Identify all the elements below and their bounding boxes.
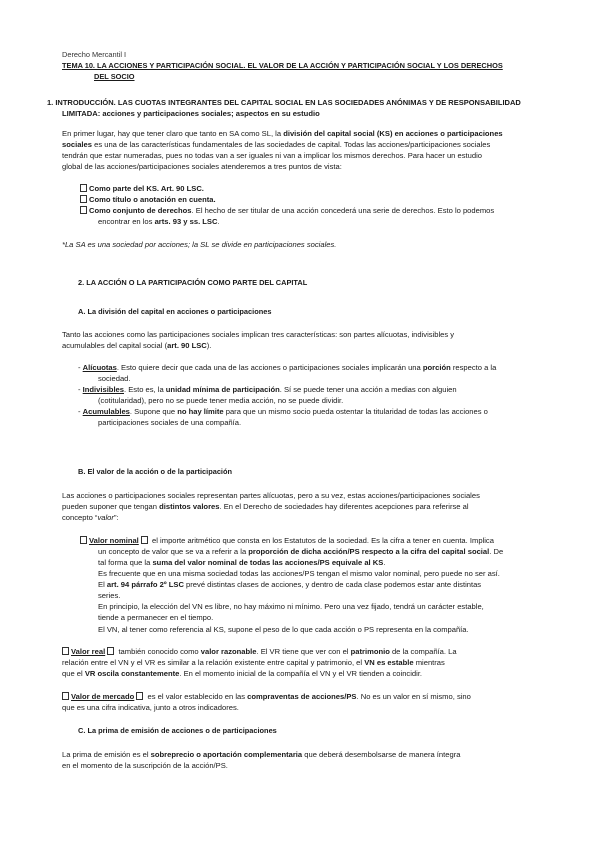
checkbox-glyph-icon xyxy=(136,692,143,700)
valor-real-item: Valor real también conocido como valor razonable. El VR tiene que ver con el patrimonio de la compañía. La xyxy=(62,646,457,657)
valor-nominal-line: un concepto de valor que se va a referir a la proporción de dicha acción/PS respecto a la cifra del capital social. De xyxy=(98,547,504,556)
valor-real-line: que el VR oscila constantemente. En el momento inicial de la compañía el VN y el VR tienden a coincidir. xyxy=(62,669,423,678)
course-name: Derecho Mercantil I xyxy=(62,50,127,59)
valor-nominal-line: El art. 94 párrafo 2º LSC prevé distintas clases de acciones, y dentro de cada clase podemos estar ante distintas xyxy=(98,580,482,589)
definition-cont: (cotitularidad), pero no se puede tener media acción, no se puede dividir. xyxy=(98,396,344,405)
note: *La SA es una sociedad por acciones; la SL se divide en participaciones sociales. xyxy=(62,240,337,249)
checkbox-glyph-icon xyxy=(62,692,69,700)
definition-cont: participaciones sociales de una compañía. xyxy=(98,418,242,427)
paragraph-line: sociales es una de las características fundamentales de las sociedades de capital. Todas las acciones/participaciones sociales xyxy=(62,140,491,149)
page-title-line2: DEL SOCIO xyxy=(94,72,135,81)
paragraph-line: En primer lugar, hay que tener claro que tanto en SA como SL, la división del capital social (KS) en acciones o participaciones xyxy=(62,129,503,138)
checkbox-glyph-icon xyxy=(107,647,114,655)
definition-acumulables: - Acumulables. Supone que no hay límite para que un mismo socio pueda ostentar la titularidad de todas las acciones o xyxy=(78,407,488,416)
subsection-a-heading: A. La división del capital en acciones o participaciones xyxy=(78,307,272,316)
paragraph-line: La prima de emisión es el sobreprecio o aportación complementaria que deberá desembolsarse de manera íntegra xyxy=(62,750,461,759)
section-1-heading-cont: LIMITADA: acciones y participaciones sociales; aspectos en su estudio xyxy=(62,109,320,118)
valor-nominal-line: tal forma que la suma del valor nominal de todas las acciones/PS equivale al KS. xyxy=(98,558,386,567)
definition-cont: sociedad. xyxy=(98,374,131,383)
valor-mercado-item: Valor de mercado es el valor establecido en las compraventas de acciones/PS. No es un valor en sí mismo, sino xyxy=(62,691,471,702)
paragraph-line: pueden suponer que tengan distintos valores. En el Derecho de sociedades hay diferentes acepciones para referirse al xyxy=(62,502,469,511)
definition-indivisibles: - Indivisibles. Esto es, la unidad mínima de participación. Sí se puede tener una acción a medias con alguien xyxy=(78,385,457,394)
section-2-heading: 2. LA ACCIÓN O LA PARTICIPACIÓN COMO PARTE DEL CAPITAL xyxy=(78,278,308,287)
valor-nominal-line: Es frecuente que en una misma sociedad todas las acciones/PS tengan el mismo valor nominal, pero puede no ser así. xyxy=(98,569,500,578)
checkbox-glyph-icon xyxy=(62,647,69,655)
paragraph-line: global de las acciones/participaciones sociales atenderemos a tres puntos de vista: xyxy=(62,162,342,171)
valor-mercado-line: que es una cifra indicativa, junto a otros indicadores. xyxy=(62,703,239,712)
valor-nominal-item: Valor nominal el importe aritmético que consta en los Estatutos de la sociedad. Es la cifra a tener en cuenta. Implica xyxy=(80,535,494,546)
paragraph-line: concepto “valor”: xyxy=(62,513,119,522)
paragraph-line: Tanto las acciones como las participaciones sociales implican tres características: son partes alícuotas, indivisibles y xyxy=(62,330,455,339)
page-title-line1: TEMA 10. LA ACCIONES Y PARTICIPACIÓN SOCIAL. EL VALOR DE LA ACCIÓN Y PARTICIPACIÓN SOCIAL Y LOS DERECHOS xyxy=(62,61,503,70)
valor-nominal-line: El VN, al tener como referencia al KS, supone el peso de lo que cada acción o PS representa en la compañía. xyxy=(98,625,469,634)
valor-nominal-line: series. xyxy=(98,591,121,600)
list-item: Como parte del KS. Art. 90 LSC. xyxy=(80,183,204,194)
paragraph-line: acumulables del capital social (art. 90 LSC). xyxy=(62,341,212,350)
section-1-heading: 1. INTRODUCCIÓN. LAS CUOTAS INTEGRANTES DEL CAPITAL SOCIAL EN LAS SOCIEDADES ANÓNIMAS Y DE RESPONSABILIDAD xyxy=(47,98,521,107)
subsection-b-heading: B. El valor de la acción o de la participación xyxy=(78,467,233,476)
valor-nominal-line: En principio, la elección del VN es libre, no hay máximo ni mínimo. Pero una vez fijado, tendrá un carácter estable, xyxy=(98,602,484,611)
definition-alicuotas: - Alícuotas. Esto quiere decir que cada una de las acciones o participaciones sociales implicarán una porción respecto a la xyxy=(78,363,497,372)
valor-real-line: relación entre el VN y el VR es similar a la relación existente entre capital y patrimonio, el VN es estable mientras xyxy=(62,658,445,667)
checkbox-glyph-icon xyxy=(80,206,87,214)
valor-nominal-line: tiende a permanecer en el tiempo. xyxy=(98,613,214,622)
checkbox-glyph-icon xyxy=(80,184,87,192)
checkbox-glyph-icon xyxy=(80,536,87,544)
paragraph-line: Las acciones o participaciones sociales representan partes alícuotas, pero a su vez, estas acciones/participaciones sociales xyxy=(62,491,480,500)
list-item: Como título o anotación en cuenta. xyxy=(80,194,216,205)
checkbox-glyph-icon xyxy=(80,195,87,203)
subsection-c-heading: C. La prima de emisión de acciones o de participaciones xyxy=(78,726,277,735)
list-item-cont: encontrar en los arts. 93 y ss. LSC. xyxy=(98,217,220,226)
list-item: Como conjunto de derechos. El hecho de ser titular de una acción concederá una serie de derechos. Esto lo podemos xyxy=(80,205,494,216)
paragraph-line: en el momento de la suscripción de la acción/PS. xyxy=(62,761,228,770)
paragraph-line: tendrán que estar numeradas, pues no todas van a ser iguales ni van a implicar los mismos derechos. Para hacer un estudio xyxy=(62,151,482,160)
checkbox-glyph-icon xyxy=(141,536,148,544)
